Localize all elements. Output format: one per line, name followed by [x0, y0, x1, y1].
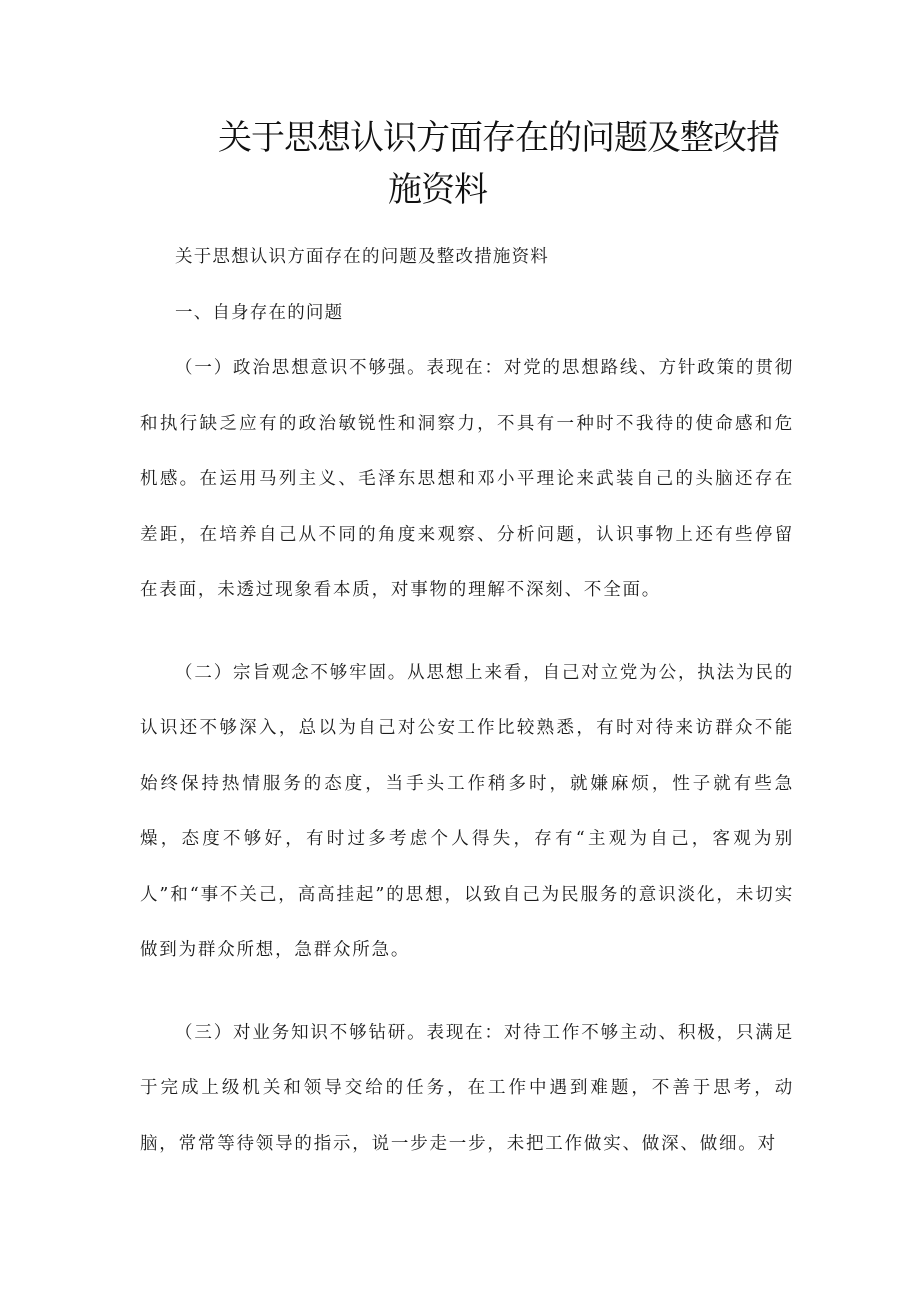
document-title-line-1: 关于思想认识方面存在的问题及整改措: [218, 118, 779, 158]
section-heading: 一、自身存在的问题: [175, 302, 344, 323]
paragraph-1: （一）政治思想意识不够强。表现在：对党的思想路线、方针政策的贯彻和执行缺乏应有的政治敏锐性和洞察力，不具有一种时不我待的使命感和危机感。在运用马列主义、毛泽东思想和邓小平理论来武装自己的头脑还存在差距，在培养自己从不同的角度来观察、分析问题，认识事物上还有些停留在表面，未透过现象看本质，对事物的理解不深刻、不全面。: [140, 358, 794, 600]
document-body: [140, 230, 794, 1172]
document-title-line-2: 施资料: [388, 170, 487, 210]
document-subtitle: 关于思想认识方面存在的问题及整改措施资料: [175, 247, 549, 267]
paragraph-2: （二）宗旨观念不够牢固。从思想上来看，自己对立党为公，执法为民的认识还不够深入，总以为自己对公安工作比较熟悉，有时对待来访群众不能始终保持热情服务的态度，当手头工作稍多时，就嫌麻烦，性子就有些急燥，态度不够好，有时过多考虑个人得失，存有“主观为自己，客观为别人”和“事不关己，高高挂起”的思想，以致自己为民服务的意识淡化，未切实做到为群众所想，急群众所急。: [140, 662, 794, 960]
paragraph-3: （三）对业务知识不够钻研。表现在：对待工作不够主动、积极，只满足于完成上级机关和领导交给的任务，在工作中遇到难题，不善于思考，动脑，常常等待领导的指示，说一步走一步，未把工作做实、做深、做细。对: [140, 1022, 794, 1154]
document-title: [140, 112, 840, 216]
